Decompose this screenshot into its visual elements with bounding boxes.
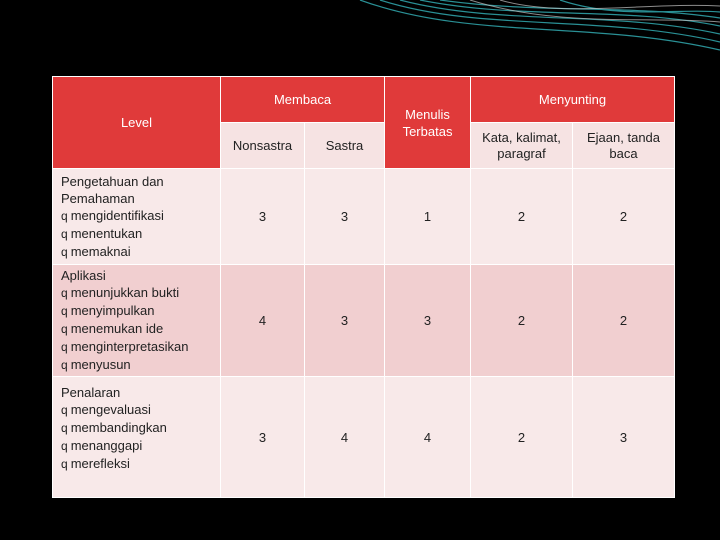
list-item: [61, 225, 216, 243]
table-row: [53, 169, 675, 265]
level-cell: [53, 169, 221, 265]
value-menulis: 4: [385, 377, 471, 498]
spacer: [61, 473, 216, 491]
table-row: [53, 377, 675, 498]
level-title: Aplikasi: [61, 268, 106, 283]
list-item: [61, 356, 216, 374]
bullet-icon: q: [61, 286, 68, 300]
item-text: menyusun: [70, 357, 131, 372]
bullet-icon: q: [61, 304, 68, 318]
menulis-header: [385, 77, 471, 169]
kata-header-text: Kata, kalimat, paragraf: [482, 129, 561, 161]
list-item: [61, 437, 216, 455]
item-text: menunjukkan bukti: [70, 285, 180, 300]
level-title: Penalaran: [61, 384, 121, 400]
level-header: [53, 77, 221, 169]
item-text: menginterpretasikan: [70, 339, 189, 354]
item-text: menyimpulkan: [70, 303, 155, 318]
bullet-icon: q: [61, 322, 68, 336]
level-title: Pemahaman: [61, 190, 135, 206]
value-nonsastra: 3: [221, 377, 305, 498]
item-text: merefleksi: [70, 455, 130, 471]
value-kata: 2: [471, 265, 573, 377]
value-sastra: 4: [305, 377, 385, 498]
bullet-icon: q: [61, 358, 68, 372]
bullet-icon: q: [61, 340, 68, 354]
item-text: membandingkan: [70, 419, 167, 435]
list-item: [61, 207, 216, 225]
list-item: [61, 455, 216, 473]
list-item: [61, 338, 216, 356]
menyunting-header-text: Menyunting: [538, 92, 607, 107]
level-cell: [53, 377, 221, 498]
bullet-icon: q: [61, 438, 68, 453]
ejaan-header-text: Ejaan, tanda baca: [587, 129, 661, 161]
bullet-icon: q: [61, 208, 68, 223]
value-menulis: 3: [385, 265, 471, 377]
item-text: mengidentifikasi: [70, 207, 164, 223]
value-ejaan: 3: [573, 377, 675, 498]
ejaan-header: [573, 123, 675, 169]
item-text: menentukan: [70, 225, 143, 241]
item-text: menanggapi: [70, 437, 143, 453]
list-item: [61, 284, 216, 302]
value-menulis: 1: [385, 169, 471, 265]
list-item: [61, 401, 216, 419]
bullet-icon: q: [61, 456, 68, 471]
value-ejaan: 2: [573, 265, 675, 377]
level-cell: [53, 265, 221, 377]
value-sastra: 3: [305, 265, 385, 377]
value-kata: 2: [471, 377, 573, 498]
assessment-table: [52, 76, 675, 498]
item-text: memaknai: [70, 243, 131, 259]
value-ejaan: 2: [573, 169, 675, 265]
bullet-icon: q: [61, 402, 68, 417]
bullet-icon: q: [61, 226, 68, 241]
level-header-text: Level: [120, 115, 153, 130]
assessment-table-container: [52, 76, 674, 493]
sastra-header: [305, 123, 385, 169]
value-nonsastra: 4: [221, 265, 305, 377]
decorative-swirl-graphic: [0, 0, 720, 60]
bullet-icon: q: [61, 244, 68, 259]
value-kata: 2: [471, 169, 573, 265]
value-sastra: 3: [305, 169, 385, 265]
bullet-icon: q: [61, 420, 68, 435]
nonsastra-header: [221, 123, 305, 169]
menulis-header-text: Menulis Terbatas: [402, 106, 453, 139]
list-item: [61, 243, 216, 261]
menyunting-header: [471, 77, 675, 123]
sastra-header-text: Sastra: [325, 138, 364, 153]
membaca-header: [221, 77, 385, 123]
value-nonsastra: 3: [221, 169, 305, 265]
item-text: mengevaluasi: [70, 401, 151, 417]
membaca-header-text: Membaca: [273, 92, 332, 107]
level-title: Pengetahuan dan: [61, 173, 164, 189]
table-row: [53, 265, 675, 377]
nonsastra-header-text: Nonsastra: [232, 138, 293, 153]
list-item: [61, 320, 216, 338]
list-item: [61, 302, 216, 320]
list-item: [61, 419, 216, 437]
kata-header: [471, 123, 573, 169]
item-text: menemukan ide: [70, 321, 164, 336]
